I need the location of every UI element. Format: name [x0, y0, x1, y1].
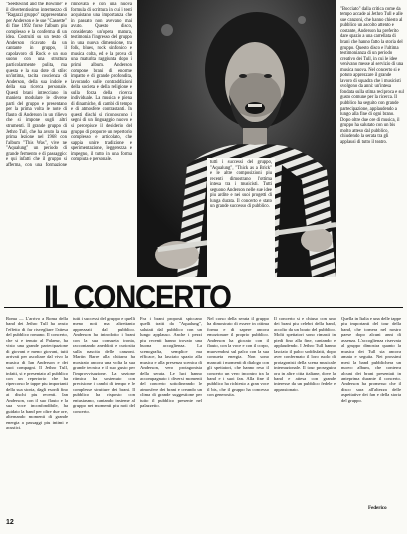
report-column-4-text: Nel corso della serata il gruppo ha dimostrato di essere in ottima forma e di sapere ancora emozionare il proprio pubblico. Anderson ha giocato con il flauto, con la voce e con il corpo, muovendosi sul palco con la sua consueta energia. Non sono mancati i momenti di dialogo con gli spettatori, che hanno reso il concerto un vero incontro tra la band e i suoi fan. Alla fine il pubblico ha richiesto a gran voce il bis, che il gruppo ha concesso con generosita.	[207, 316, 269, 398]
report-column-3	[140, 316, 202, 514]
report-column-5	[274, 316, 336, 514]
page-number: 12	[6, 519, 14, 526]
article-right-column	[340, 2, 404, 282]
report-column-1-text: Roma — L'arrivo a Roma della band dei Jethro Tull ha avuto l'effetto di far risvegliare l'attesa del pubblico romano. Il concerto, che si e tenuto al Palaeur, ha visto una grande partecipazione di giovani e meno giovani, tutti arrivati per ascoltare dal vivo la musica di Ian Anderson e dei suoi compagni. Il Jethro Tull, infatti, si e presentato al pubblico con un repertorio che ha ripercorso le tappe piu importanti della sua storia, dagli esordi fino ai dischi piu recenti. Ian Anderson, con il suo flauto e la sua voce inconfondibile, ha guidato la band per oltre due ore, alternando momenti di grande energia a passaggi piu intimi e acustici.	[6, 316, 68, 431]
report-column-1	[6, 316, 68, 514]
photo-caption-box	[207, 158, 275, 278]
article-intro-text: "Seedswind and the Bowline" e il divertentissimo intermezzo di "Ragazzi gruppo" rappresentano per Anderson e le sue "Cassette" di fine 1992 forse l'album piu complesso e la conferma di un idea. Costruiti su un testo di Anderson ricavato da un cantante in gruppo, il capolavoro di Rock e un suo suono con una struttura particolarmente pulita, ma questa e la sua dote di stile: un'intima, tacita coscienza di Anderson, della sua indole e della sua ricerca personale. Questi brani intrecciano in maniera modulare le diverse parti del gruppo e presentano per la prima volta le note di flauto di Anderson in un rilievo che si impone sugli altri strumenti. Il grande gruppo di Jethro Tull, che ha avuto la sua prima lezione nel 1968 con l'album "This Was", vive ne "Aqualung" un periodo di grande fermento e di passaggio: e qui infatti che il gruppo si afferma, con una formazione rinnovata e con una nuova formula di scrittura in cui i testi acquistano una importanza che in passato non avevano mai avuto. Questo disco, considerato un'opera matura, testimonia l'ingresso del gruppo in una nuova dimensione, tra folk, blues, rock sinfonico e musica colta, ed e la prova di una maturita raggiunta dopo i primi album. Anderson compone brani di enorme impatto e di grande profondita, lavorando sulle contraddizioni della societa e della religione e sulla forza della ricerca individuale. La musica e piena di dinamiche, di cambi di tempo e di atmosfere contrastanti. In questi dischi si riconoscono i segni di un linguaggio nuovo e si percepisce il desiderio del gruppo di proporre un repertorio complesso e articolato, che sappia unire tradizione e sperimentazione, leggerezza e impegno, il tutto in una forma compiuta e personale.	[6, 2, 132, 168]
report-column-4	[207, 316, 269, 514]
report-column-5-text: Il concerto si e chiuso con uno dei brani piu celebri della band, accolto da un boato del pubblico. Molti spettatori sono rimasti in piedi fino alla fine, cantando e applaudendo. I Jethro Tull hanno lasciato il palco soddisfatti, dopo aver confermato il loro ruolo di protagonisti della scena musicale internazionale. Il tour proseguira ora in altre citta italiane, dove la band e attesa con grande interesse da un pubblico fedele e appassionato.	[274, 316, 336, 392]
report-column-6	[341, 316, 401, 504]
author-signature: Federico	[368, 506, 387, 511]
article-right-text: "Bocciato" dalla critica come da tempo accade ai Jethro Tull e alle sue canzoni, che hanno chiesto al pubblico un ascolto attento e costante, Anderson ha preferito dare spazio a una carrellata di brani che hanno fatto la storia del gruppo. Questo disco e l'ultima testimonianza di un periodo creativo dei Tull, in cui le idee venivano messe al servizio di una musica nuova. Nel concerto si e potuto apprezzare il grande lavoro di squadra che i musicisti svolgono da anni: un'intesa fondata sulla stima reciproca e sul gusto comune per la ricerca. Il pubblico ha seguito con grande partecipazione, applaudendo a lungo alla fine di ogni brano. Dopo oltre due ore di musica, il gruppo ha salutato con un bis molto atteso dal pubblico, chiudendo la serata tra gli applausi di tutto il teatro.	[340, 6, 404, 145]
report-column-2-text: tutti i successi del gruppo e quelli meno noti ma altrettanto apprezzati dal pubblico. Anderson ha introdotto i brani con la sua consueta ironia, raccontando aneddoti e curiosita sulla nascita delle canzoni. Martin Barre alla chitarra ha mostrato ancora una volta la sua grande tecnica e il suo gusto per l'improvvisazione. La sezione ritmica ha sostenuto con precisione i cambi di tempo e le complesse strutture dei brani. Il pubblico ha risposto con entusiasmo, cantando insieme al gruppo nei momenti piu noti del concerto.	[73, 316, 135, 414]
report-column-2	[73, 316, 135, 514]
article-intro-columns	[6, 2, 132, 282]
report-column-3-text: Fra i brani proposti spiccano quelli tratti da "Aqualung", salutati dal pubblico con un lungo applauso. Anche i pezzi piu recenti hanno trovato una buona accoglienza. La scenografia, semplice ma efficace, ha lasciato spazio alla musica e alla presenza scenica di Anderson, vero protagonista della serata. Le luci hanno accompagnato i diversi momenti del concerto sottolineando le atmosfere dei brani e creando un clima di grande suggestione per tutto il pubblico presente nel palazzetto.	[140, 316, 202, 409]
report-column-6-text: Quella in Italia e una delle tappe piu importanti del tour della band, che tornera nel nostro paese dopo alcuni anni di assenza. L'accoglienza riservata al gruppo dimostra quanto la musica dei Tull sia ancora amata e seguita. Nei prossimi mesi la band pubblichera un nuovo album, che conterra alcuni dei brani presentati in anteprima durante il concerto. Anderson ha promesso che il disco sara all'altezza delle aspettative dei fan e della storia del gruppo.	[341, 316, 401, 403]
section-title: IL CONCERTO	[44, 279, 231, 315]
photo-caption-text: tutti i successi del gruppo, "Aqualung", "Thick as a Brick" e le altre composizioni piu recenti dimostrano l'ottima intesa tra i musicisti. Tutti seguono Anderson nelle sue idee piu ardite e nei suoi progetti di lunga durata. Il concerto e stato un grande successo di pubblico.	[210, 160, 272, 210]
